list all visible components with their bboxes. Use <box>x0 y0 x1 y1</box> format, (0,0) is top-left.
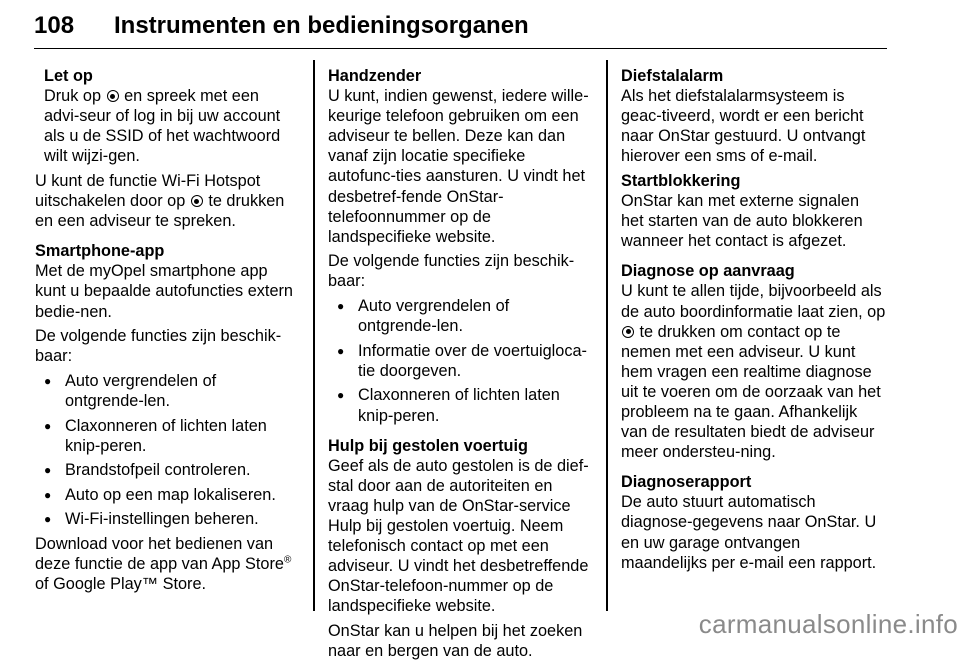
hands-heading: Handzender <box>328 67 422 85</box>
note-block <box>35 66 297 166</box>
hands-text: U kunt, indien gewenst, iedere wille-keurige telefoon gebruiken om een adviseur te bellen. Deze kan dan vanaf zijn locatie specifieke autofunc-ties aansturen. U vindt het desbetref-fende OnStar-telefoonnummer op de landspecifieke website. <box>328 87 589 246</box>
onstar-button-icon <box>622 326 634 338</box>
list-item: ● Claxonneren of lichten laten knip-peren. <box>35 416 297 456</box>
list-item: ● Informatie over de voertuigloca-tie doorgeven. <box>328 341 590 381</box>
diag-heading: Diagnose op aanvraag <box>621 262 795 281</box>
alarm-heading: Diefstalalarm <box>621 67 724 85</box>
recover-text: OnStar kan u helpen bij het zoeken naar en bergen van de auto. <box>328 621 583 661</box>
block-heading: Startblokkering <box>621 171 741 190</box>
theft-heading: Hulp bij gestolen voertuig <box>328 436 528 455</box>
list-item: ● Auto vergrendelen of ontgrende-len. <box>328 296 590 336</box>
page-number: 108 <box>34 12 75 39</box>
download-text: Download voor het bedienen van deze functie de app van App Store® of Google Play™ Store. <box>35 534 292 594</box>
watermark: carmanualsonline.info <box>698 609 958 639</box>
note-text: Druk op en spreek met een advi-seur of log in bij uw account als u de SSID of het wachtwoord wilt wijzi-gen. <box>44 87 281 166</box>
column-divider-right <box>606 60 608 611</box>
column-2 <box>328 66 590 666</box>
note-heading: Let op <box>44 67 93 85</box>
onstar-button-icon <box>107 90 119 102</box>
column-1 <box>35 66 297 599</box>
list-intro: De volgende functies zijn beschik-baar: <box>35 327 282 366</box>
app-heading: Smartphone-app <box>35 242 165 261</box>
column-3 <box>621 66 886 577</box>
wifi-text: U kunt de functie Wi-Fi Hotspot uitschakelen door op te drukken en een adviseur te spreken. <box>35 171 285 231</box>
report-heading: Diagnoserapport <box>621 473 752 492</box>
diag-text: U kunt te allen tijde, bijvoorbeeld als de auto boordinformatie laat zien, op te drukken om contact op te nemen met een adviseur. U kunt hem vragen een realtime diagnose uit te voeren om de oorzaak van het probleem na te gaan. Afhankelijk van de resultaten biedt de adviseur meer ondersteu-ning. <box>621 282 886 462</box>
list-item: ● Auto op een map lokaliseren. <box>35 485 297 505</box>
app-text: Met de myOpel smartphone app kunt u bepaalde autofuncties extern bedie-nen. <box>35 262 293 321</box>
list-item: ● Wi-Fi-instellingen beheren. <box>35 509 297 529</box>
alarm-text: Als het diefstalalarmsysteem is geac-tiveerd, wordt er een bericht naar OnStar gestuurd. U ontvangt hierover een sms of e-mail. <box>621 87 866 166</box>
block-text: OnStar kan met externe signalen het starten van de auto blokkeren wanneer het contact is afgezet. <box>621 192 863 251</box>
theft-text: Geef als de auto gestolen is de dief-stal door aan de autoriteiten en vraag hulp van de OnStar-service Hulp bij gestolen voertuig. Neem telefonisch contact op met een adviseur. U vindt het desbetreffende OnStar-telefoon-nummer op de landspecifieke website. <box>328 456 589 616</box>
list-item: ● Claxonneren of lichten laten knip-peren. <box>328 385 590 425</box>
list-intro: De volgende functies zijn beschik-baar: <box>328 252 575 291</box>
list-item: ● Brandstofpeil controleren. <box>35 460 297 480</box>
app-function-list <box>35 371 297 530</box>
report-text: De auto stuurt automatisch diagnose-gegevens naar OnStar. U en uw garage ontvangen maandelijks per e-mail een rapport. <box>621 493 877 572</box>
remote-function-list <box>328 296 590 426</box>
page-header <box>34 8 887 49</box>
onstar-button-icon <box>191 195 203 207</box>
list-item: ● Auto vergrendelen of ontgrende-len. <box>35 371 297 411</box>
registered-mark: ® <box>283 554 292 566</box>
column-divider-left <box>313 60 315 611</box>
page-title: Instrumenten en bedieningsorganen <box>114 12 529 39</box>
